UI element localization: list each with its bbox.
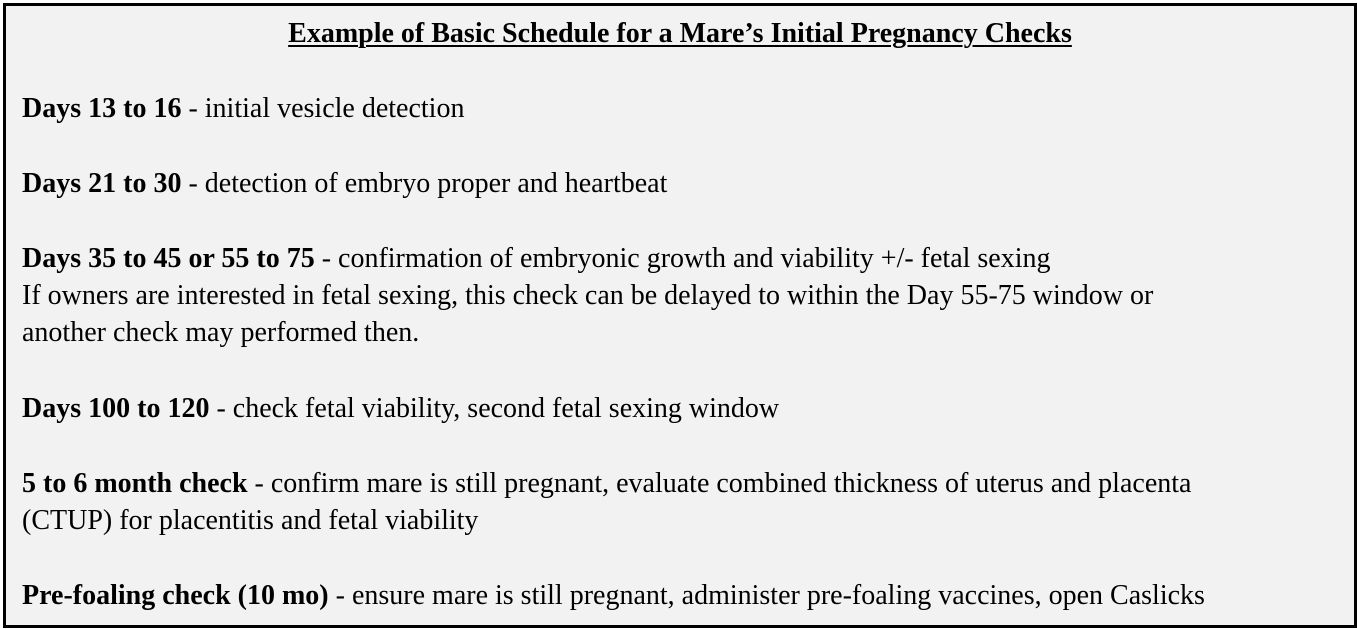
entry-description: - detection of embryo proper and heartbeat — [181, 168, 668, 199]
entry-heading: Days 100 to 120 — [22, 393, 210, 424]
entry-description: - confirmation of embryonic growth and viability +/- fetal sexing — [314, 243, 1051, 274]
entry-heading: Days 13 to 16 — [22, 93, 182, 124]
schedule-entry — [22, 90, 1342, 127]
entry-note-line: another check may performed then. — [22, 317, 420, 348]
entry-heading: Days 21 to 30 — [22, 168, 182, 199]
schedule-entry — [22, 577, 1342, 614]
document-title: Example of Basic Schedule for a Mare’s Initial Pregnancy Checks — [288, 18, 1072, 49]
entry-heading: Pre-foaling check (10 mo) — [22, 580, 329, 611]
entry-note-line: If owners are interested in fetal sexing, this check can be delayed to within the Day 55-75 window or — [22, 280, 1154, 311]
entry-note-line: (CTUP) for placentitis and fetal viability — [22, 505, 479, 536]
entry-description: - initial vesicle detection — [181, 93, 465, 124]
entry-heading: 5 to 6 month check — [22, 468, 248, 499]
schedule-entry — [22, 390, 1342, 427]
schedule-entry — [22, 240, 1342, 351]
schedule-entry — [22, 465, 1342, 539]
entry-heading: Days 35 to 45 or 55 to 75 — [22, 243, 315, 274]
entry-description: - check fetal viability, second fetal sexing window — [209, 393, 780, 424]
entry-description: - confirm mare is still pregnant, evaluate combined thickness of uterus and placenta — [247, 468, 1192, 499]
entry-description: - ensure mare is still pregnant, administer pre-foaling vaccines, open Caslicks — [328, 580, 1205, 611]
schedule-entry — [22, 165, 1342, 202]
entry-first-line — [22, 465, 1342, 502]
entry-first-line — [22, 240, 1342, 277]
schedule-box — [3, 3, 1357, 628]
